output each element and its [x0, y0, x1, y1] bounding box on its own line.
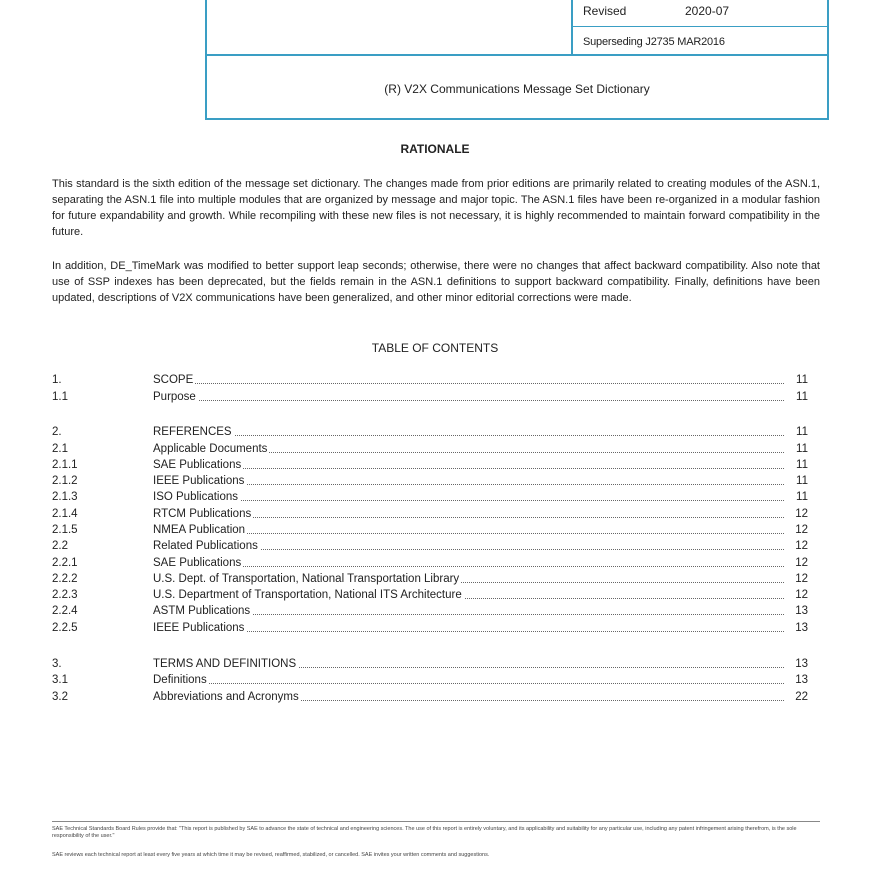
toc-entry-number: 2.1.1 [52, 459, 78, 471]
toc-heading: TABLE OF CONTENTS [371, 341, 499, 355]
header-divider [571, 0, 573, 54]
toc-leader-dots [153, 683, 784, 684]
toc-entry-label: SAE Publications [153, 557, 242, 569]
toc-entry-label: U.S. Dept. of Transportation, National Transportation Library [153, 573, 460, 585]
toc-entry-page: 11 [796, 374, 808, 386]
toc-entry[interactable] [52, 372, 808, 388]
toc-entry-label: Abbreviations and Acronyms [153, 691, 299, 703]
toc-entry-number: 2.1.2 [52, 475, 78, 487]
toc-entry-number: 3.2 [52, 691, 68, 703]
toc-entry-label: SAE Publications [153, 459, 242, 471]
toc-entry[interactable] [52, 587, 808, 603]
revised-date: 2020-07 [685, 4, 730, 18]
toc-entry[interactable] [52, 538, 808, 554]
toc-entry-label: NMEA Publication [153, 524, 246, 536]
toc-entry[interactable] [52, 506, 808, 522]
toc-entry[interactable] [52, 489, 808, 505]
toc-entry-label: TERMS AND DEFINITIONS [153, 658, 297, 670]
toc-entry[interactable] [52, 457, 808, 473]
toc-entry[interactable] [52, 620, 808, 636]
toc-leader-dots [153, 400, 784, 401]
toc-entry-number: 2.2.4 [52, 605, 78, 617]
toc-entry[interactable] [52, 689, 808, 705]
toc-entry-label: Applicable Documents [153, 443, 268, 455]
toc-entry-page: 11 [796, 459, 808, 471]
toc-entry[interactable] [52, 555, 808, 571]
toc-entry-number: 2.1 [52, 443, 68, 455]
document-header [205, 0, 829, 120]
toc-entry-page: 13 [795, 658, 808, 670]
toc-entry[interactable] [52, 571, 808, 587]
toc-entry-label: IEEE Publications [153, 622, 245, 634]
toc-entry-label: ISO Publications [153, 491, 239, 503]
toc-entry-page: 11 [796, 491, 808, 503]
toc-leader-dots [153, 566, 784, 567]
toc-entry-label: ASTM Publications [153, 605, 251, 617]
toc-entry-number: 2.1.4 [52, 508, 78, 520]
superseding-note: Superseding J2735 MAR2016 [583, 36, 725, 48]
toc-entry-label: Purpose [153, 391, 196, 403]
toc-entry-page: 12 [795, 540, 808, 552]
toc-entry[interactable] [52, 522, 808, 538]
toc-entry-number: 1.1 [52, 391, 68, 403]
document-title: (R) V2X Communications Message Set Dictionary [384, 82, 650, 96]
toc-entry-page: 11 [796, 426, 808, 438]
toc-entry-page: 13 [795, 622, 808, 634]
toc-entry-label: SCOPE [153, 374, 194, 386]
revised-label: Revised [583, 4, 627, 18]
toc-entry[interactable] [52, 473, 808, 489]
toc-entry-number: 2. [52, 426, 62, 438]
footer-notice-1: SAE Technical Standards Board Rules provide that: "This report is published by SAE to advance the state of technical and engineering sciences. The use of this report is entirely voluntary, and its applicability and suitability for any particular use, including any patent infringement arising therefrom, is the sole responsibility of the user." [52, 826, 797, 839]
toc-entry-number: 2.1.3 [52, 491, 78, 503]
toc-entry-page: 12 [795, 524, 808, 536]
toc-entry-page: 12 [795, 508, 808, 520]
toc-entry-page: 13 [795, 605, 808, 617]
toc-entry-number: 2.2.1 [52, 557, 78, 569]
toc-entry-page: 12 [795, 557, 808, 569]
toc-entry-page: 12 [795, 573, 808, 585]
toc-entry-number: 3. [52, 658, 62, 670]
rationale-paragraph-1: This standard is the sixth edition of the message set dictionary. The changes made from prior editions are primarily related to creating modules of the ASN.1, separating the ASN.1 file into multiple modules that are organized by message and major topic. The ASN.1 files have been re-organized in a modular fashion for future expandability and growth. While recompiling with these new files is not necessary, it is highly recommended to maintain forward compatibility in the future. [52, 178, 820, 238]
toc-entry-page: 12 [795, 589, 808, 601]
toc-leader-dots [153, 533, 784, 534]
toc-entry[interactable] [52, 441, 808, 457]
toc-entry-number: 2.2 [52, 540, 68, 552]
footer-rule [52, 821, 820, 822]
toc-leader-dots [153, 383, 784, 384]
header-top-row [207, 0, 827, 56]
toc-entry-page: 11 [796, 443, 808, 455]
toc-entry[interactable] [52, 672, 808, 688]
toc-entry-label: IEEE Publications [153, 475, 245, 487]
toc-entry-page: 13 [795, 674, 808, 686]
rationale-paragraph-2: In addition, DE_TimeMark was modified to better support leap seconds; otherwise, there were no changes that affect backward compatibility. Also note that use of SSP indexes has been deprecated, but the fields remain in the ASN.1 definitions to support backward compatibility. Finally, definitions have been updated, descriptions of V2X communications have been generalized, and other minor editorial corrections were made. [52, 260, 820, 304]
toc-entry-label: Definitions [153, 674, 207, 686]
toc-entry-label: Related Publications [153, 540, 258, 552]
toc-entry-number: 2.2.5 [52, 622, 78, 634]
toc-entry[interactable] [52, 389, 808, 405]
toc-entry-page: 22 [795, 691, 808, 703]
toc-entry-number: 2.1.5 [52, 524, 78, 536]
toc-entry-number: 1. [52, 374, 62, 386]
rationale-heading: RATIONALE [400, 142, 470, 156]
toc-leader-dots [153, 500, 784, 501]
toc-leader-dots [153, 484, 784, 485]
toc-entry-label: REFERENCES [153, 426, 232, 438]
toc-entry[interactable] [52, 656, 808, 672]
toc-leader-dots [153, 631, 784, 632]
footer-notice-2: SAE reviews each technical report at least every five years at which time it may be revised, reaffirmed, stabilized, or cancelled. SAE invites your written comments and suggestions. [52, 852, 490, 858]
toc-entry[interactable] [52, 424, 808, 440]
toc-leader-dots [153, 435, 784, 436]
toc-entry[interactable] [52, 603, 808, 619]
toc-entry-number: 3.1 [52, 674, 68, 686]
toc-leader-dots [153, 468, 784, 469]
toc-entry-page: 11 [796, 391, 808, 403]
toc-entry-label: U.S. Department of Transportation, National ITS Architecture [153, 589, 462, 601]
toc-entry-number: 2.2.3 [52, 589, 78, 601]
toc-entry-page: 11 [796, 475, 808, 487]
toc-entry-label: RTCM Publications [153, 508, 252, 520]
toc-entry-number: 2.2.2 [52, 573, 78, 585]
header-rule [571, 26, 829, 27]
